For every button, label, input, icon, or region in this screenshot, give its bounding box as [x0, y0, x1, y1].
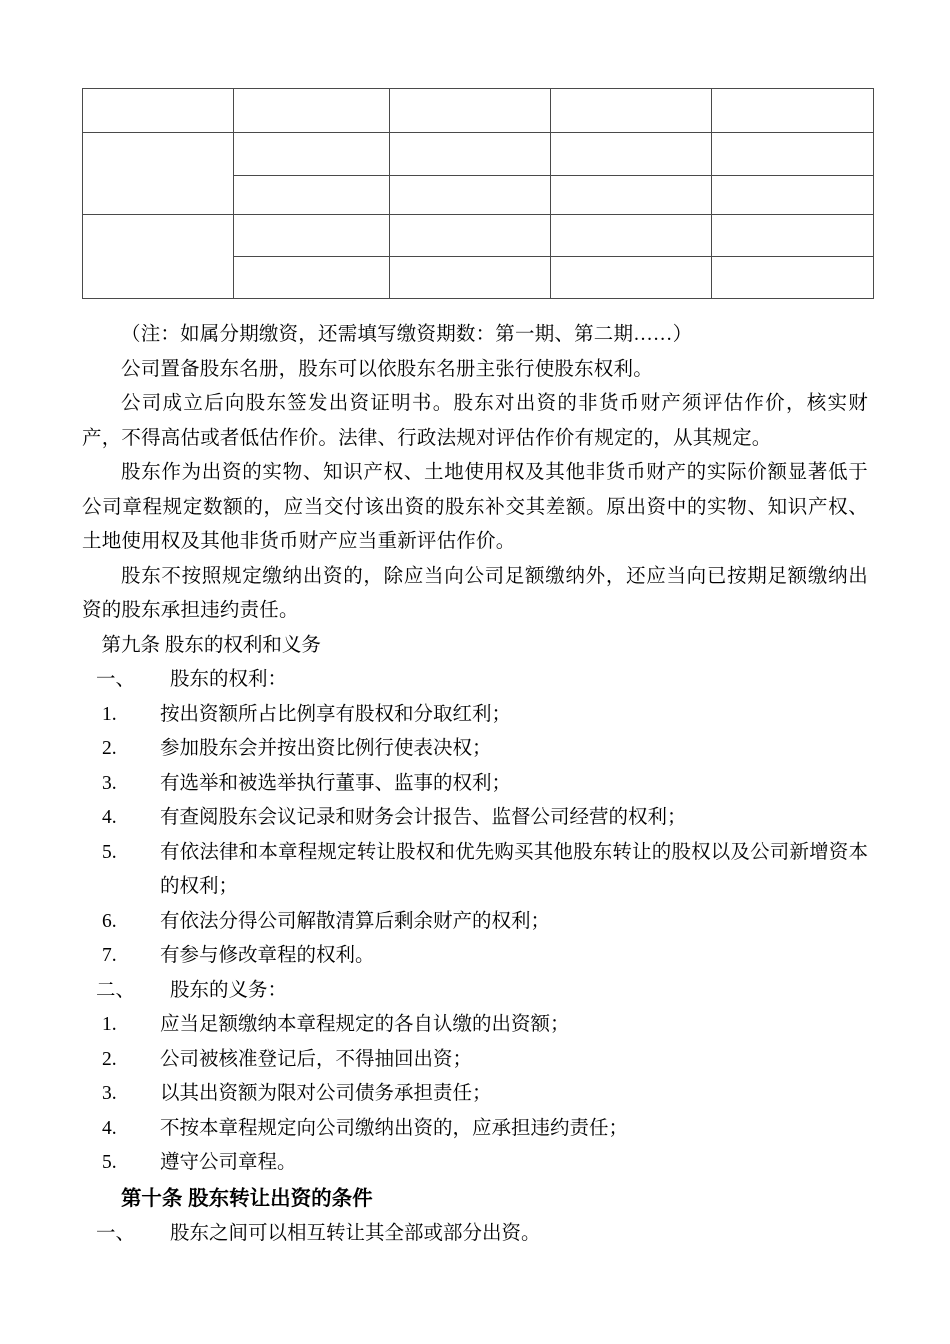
- table-cell[interactable]: [712, 257, 874, 299]
- table-row: [83, 133, 874, 176]
- table-cell[interactable]: [234, 257, 390, 299]
- table-container: [82, 88, 868, 299]
- list-item: [82, 698, 868, 733]
- list-item-text: 公司被核准登记后，不得抽回出资；: [160, 1048, 473, 1070]
- paragraph-default-liability: 股东不按照规定缴纳出资的，除应当向公司足额缴纳外，还应当向已按期足额缴纳出资的股东承担违约责任。: [82, 565, 868, 621]
- paragraph-note: （注：如属分期缴资，还需填写缴资期数：第一期、第二期……）: [121, 324, 693, 345]
- list-item: [82, 1043, 868, 1078]
- list-number: 2.: [102, 1048, 117, 1070]
- list-item-text: 遵守公司章程。: [160, 1152, 297, 1173]
- list-item-text: 参加股东会并按出资比例行使表决权；: [160, 738, 492, 759]
- list-item: [82, 1077, 868, 1112]
- list-number: 7.: [102, 945, 117, 966]
- table-cell[interactable]: [234, 176, 390, 215]
- table-cell[interactable]: [234, 89, 390, 133]
- list-number: 3.: [102, 1083, 117, 1104]
- table-cell[interactable]: [390, 89, 551, 133]
- list-marker: 二、: [96, 979, 136, 1001]
- table-cell[interactable]: [234, 215, 390, 257]
- table-cell[interactable]: [712, 133, 874, 176]
- table-cell[interactable]: [390, 257, 551, 299]
- list-item-text: 有查阅股东会议记录和财务会计报告、监督公司经营的权利；: [160, 807, 687, 828]
- list-item: [82, 1008, 868, 1043]
- list-number: 1.: [102, 703, 117, 725]
- table-cell[interactable]: [551, 133, 712, 176]
- list-item: [82, 767, 868, 802]
- table-cell[interactable]: [551, 215, 712, 257]
- table-cell[interactable]: [551, 89, 712, 133]
- table-row: [83, 89, 874, 133]
- list-item-article-ten-clause: [82, 1217, 868, 1252]
- list-number: 1.: [102, 1014, 117, 1035]
- list-item-text: 有依法分得公司解散清算后剩余财产的权利；: [160, 910, 551, 932]
- table-cell[interactable]: [234, 133, 390, 176]
- capital-contribution-table: [82, 88, 874, 299]
- list-item: [82, 1112, 868, 1147]
- table-cell[interactable]: [390, 133, 551, 176]
- list-item: [82, 1146, 868, 1181]
- list-item-text: 应当足额缴纳本章程规定的各自认缴的出资额；: [160, 1014, 570, 1035]
- list-number: 6.: [102, 910, 117, 932]
- table-row: [83, 215, 874, 257]
- table-cell[interactable]: [712, 176, 874, 215]
- paragraph-capital-certificate: 公司成立后向股东签发出资证明书。股东对出资的非货币财产须评估作价，核实财产，不得高估或者低估作价。法律、行政法规对评估作价有规定的，从其规定。: [82, 393, 868, 449]
- list-item-rights-title: [82, 663, 868, 698]
- table-cell[interactable]: [390, 215, 551, 257]
- table-cell[interactable]: [551, 257, 712, 299]
- list-marker: 一、: [96, 1222, 136, 1244]
- table-cell[interactable]: [551, 176, 712, 215]
- list-item-text: 以其出资额为限对公司债务承担责任；: [160, 1083, 492, 1104]
- list-item: [82, 836, 868, 905]
- list-item-text: 有选举和被选举执行董事、监事的权利；: [160, 772, 512, 794]
- heading-article-ten: 第十条 股东转让出资的条件: [120, 1186, 373, 1210]
- list-item: [82, 801, 868, 836]
- list-item: [82, 939, 868, 974]
- list-item-text: 有参与修改章程的权利。: [160, 945, 375, 966]
- list-label: 股东的权利：: [170, 669, 288, 690]
- document-body: [82, 318, 868, 1251]
- paragraph-shareholder-register: 公司置备股东名册，股东可以依股东名册主张行使股东权利。: [121, 358, 653, 380]
- table-cell-merged[interactable]: [83, 133, 234, 215]
- list-number: 5.: [102, 841, 117, 863]
- list-item-text: 不按本章程规定向公司缴纳出资的，应承担违约责任；: [160, 1117, 629, 1139]
- table-cell-merged[interactable]: [83, 215, 234, 299]
- list-item-text: 股东之间可以相互转让其全部或部分出资。: [170, 1222, 541, 1244]
- list-number: 5.: [102, 1152, 117, 1173]
- heading-article-nine: 第九条 股东的权利和义务: [101, 634, 321, 656]
- list-number: 4.: [102, 1117, 117, 1139]
- list-number: 2.: [102, 738, 117, 759]
- table-cell[interactable]: [712, 215, 874, 257]
- list-number: 3.: [102, 772, 117, 794]
- list-item-text: 有依法律和本章程规定转让股权和优先购买其他股东转让的股权以及公司新增资本的权利；: [160, 841, 868, 897]
- list-item: [82, 732, 868, 767]
- list-number: 4.: [102, 807, 117, 828]
- table-cell[interactable]: [83, 89, 234, 133]
- list-item-text: 按出资额所占比例享有股权和分取红利；: [160, 703, 512, 725]
- table-cell[interactable]: [390, 176, 551, 215]
- table-cell[interactable]: [712, 89, 874, 133]
- list-label: 股东的义务：: [170, 979, 288, 1001]
- paragraph-valuation-shortfall: 股东作为出资的实物、知识产权、土地使用权及其他非货币财产的实际价额显著低于公司章程规定数额的，应当交付该出资的股东补交其差额。原出资中的实物、知识产权、土地使用权及其他非货币财产应当重新评估作价。: [82, 462, 868, 552]
- list-item-obligations-title: [82, 974, 868, 1009]
- list-item: [82, 905, 868, 940]
- list-marker: 一、: [96, 669, 136, 690]
